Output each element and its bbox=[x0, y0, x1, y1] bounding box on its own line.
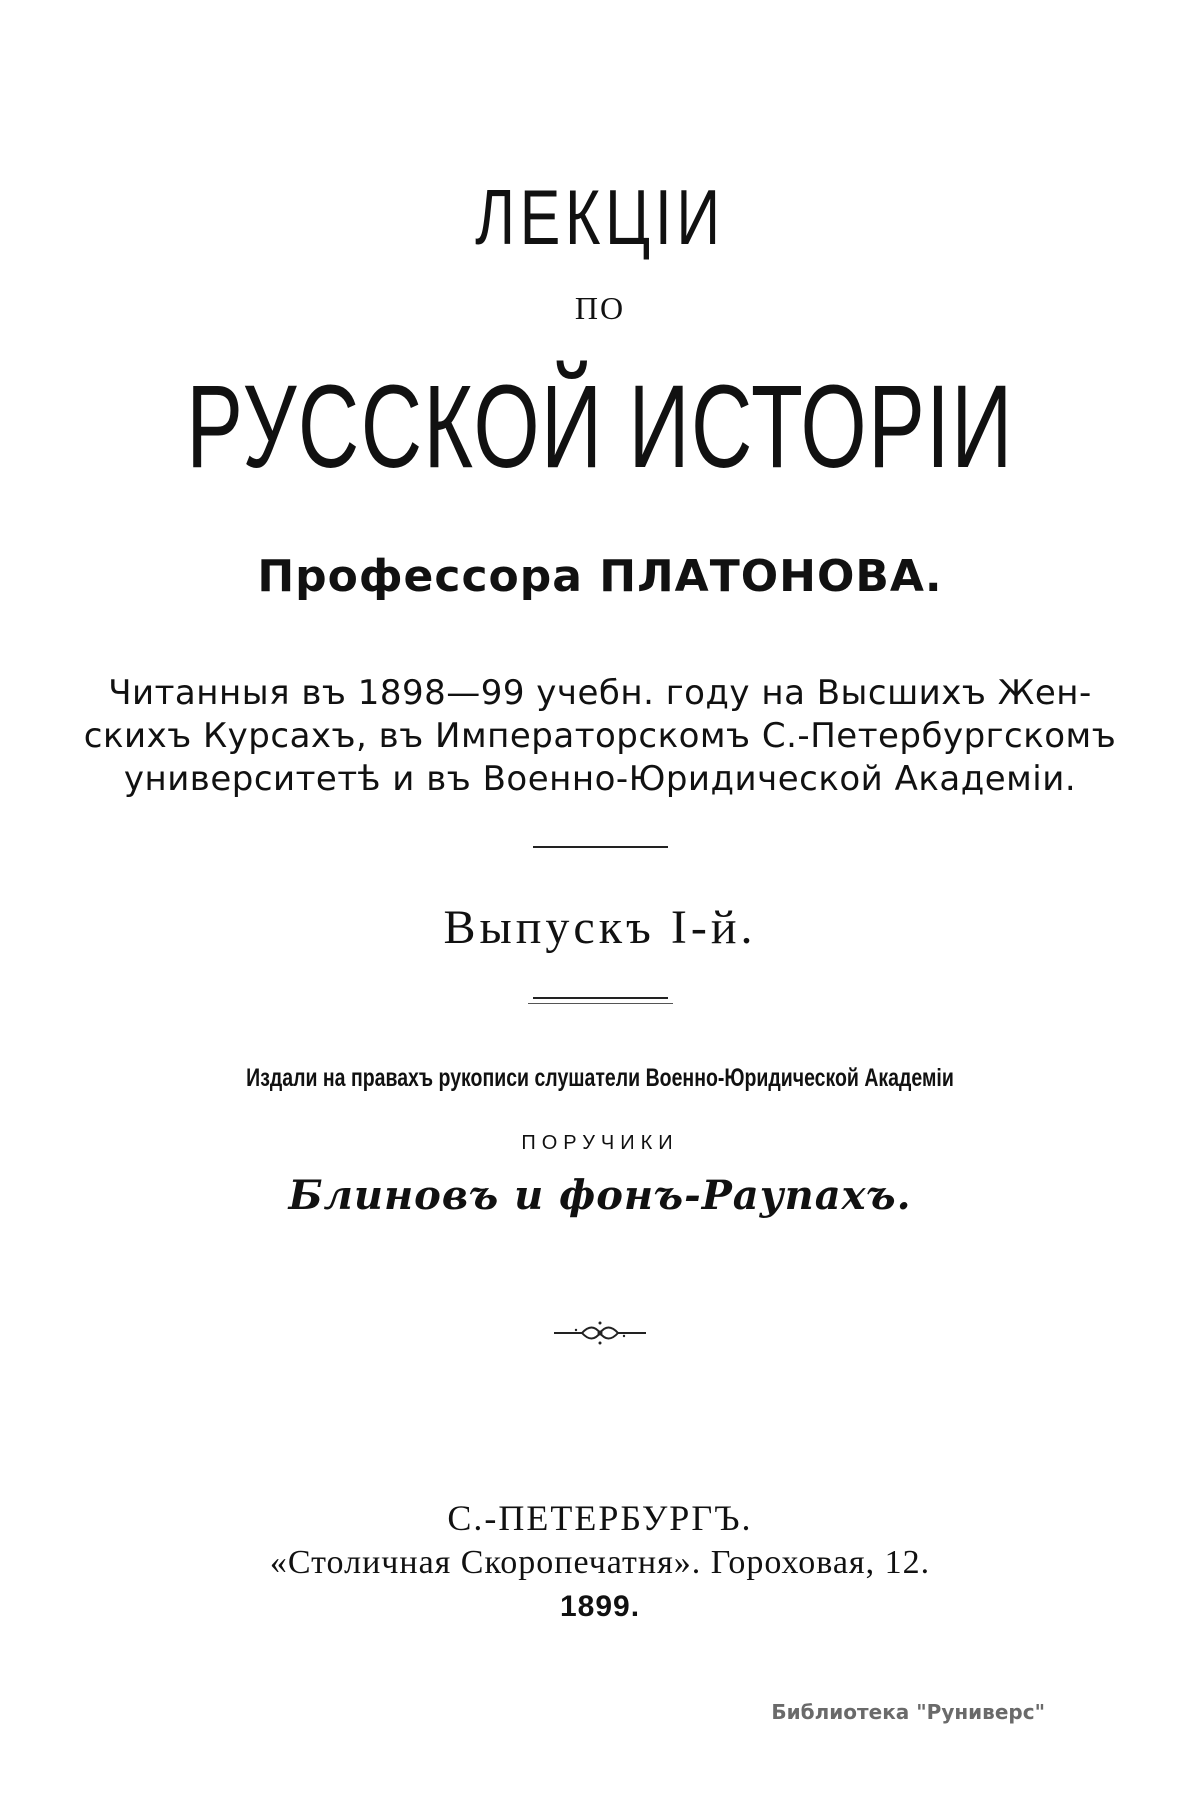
double-rule-bottom bbox=[528, 1003, 673, 1004]
author-line: Профессора ПЛАТОНОВА. bbox=[257, 551, 943, 602]
imprint-press: «Столичная Скоропечатня». Гороховая, 12. bbox=[269, 1544, 931, 1581]
title-line-lectures: ЛЕКЦІИ bbox=[475, 173, 725, 261]
double-rule-top bbox=[533, 997, 668, 999]
description-line-3: университетѣ и въ Военно-Юридической Академіи. bbox=[123, 759, 1077, 799]
description-line-2: скихъ Курсахъ, въ Императорскомъ С.-Петербургскомъ bbox=[83, 716, 1117, 756]
divider-rule bbox=[533, 846, 668, 848]
description-line-1: Читанныя въ 1898—99 учебн. году на Высшихъ Жен- bbox=[108, 673, 1092, 713]
lecture-description bbox=[0, 672, 1200, 801]
library-watermark: Библиотека "Руниверс" bbox=[771, 1700, 1045, 1724]
ornament-icon bbox=[552, 1318, 648, 1348]
issue-number: Выпускъ I-й. bbox=[443, 901, 757, 954]
imprint-year: 1899. bbox=[559, 1590, 641, 1623]
title-line-on: ПО bbox=[574, 290, 626, 326]
publisher-note: Издали на правахъ рукописи слушатели Военно-Юридической Академіи bbox=[246, 1064, 954, 1092]
title-line-russian-history: РУССКОЙ ИСТОРІИ bbox=[186, 361, 1014, 493]
editor-names: Блиновъ и фонъ-Раупахъ. bbox=[288, 1172, 912, 1219]
rank-label: ПОРУЧИКИ bbox=[521, 1132, 679, 1154]
imprint-city: С.-ПЕТЕРБУРГЪ. bbox=[447, 1498, 753, 1538]
